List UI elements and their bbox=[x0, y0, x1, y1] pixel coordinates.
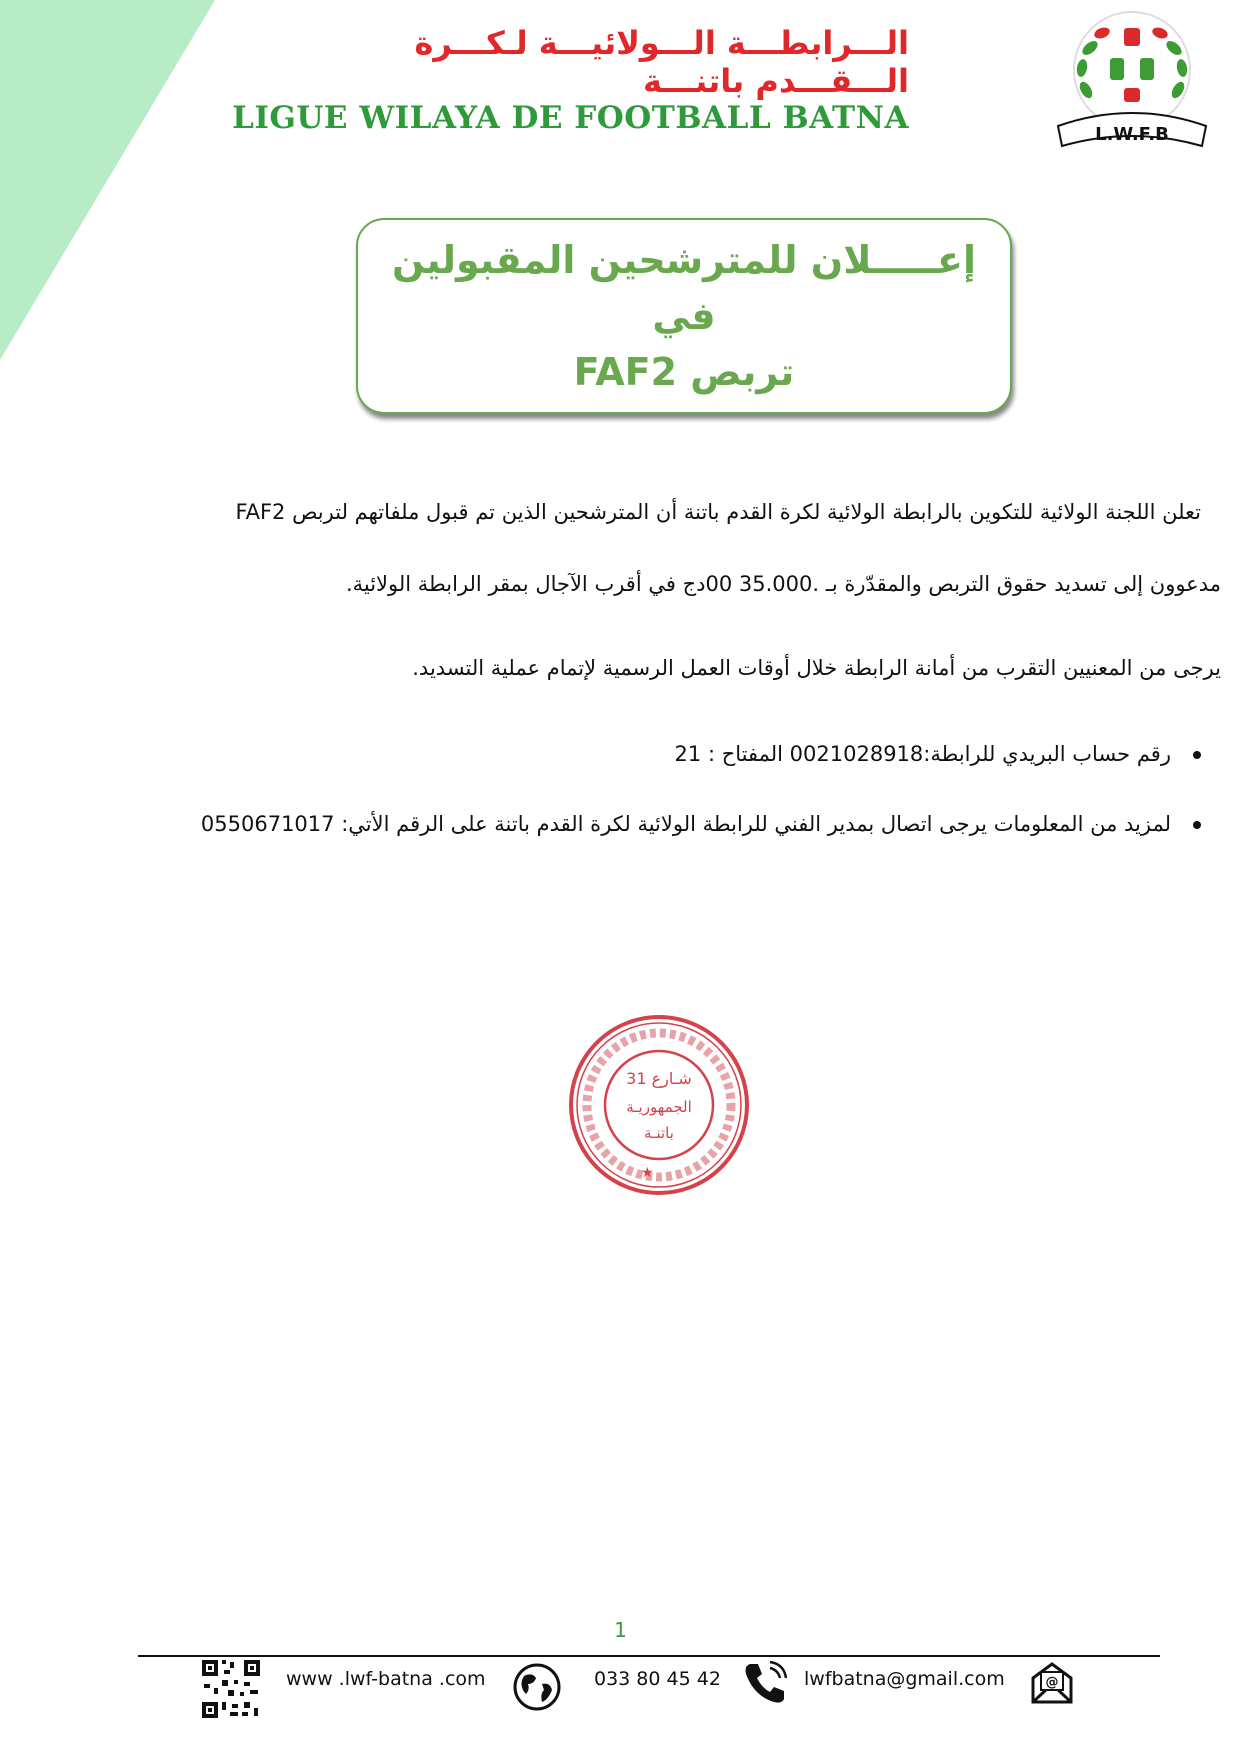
qr-code-icon bbox=[200, 1658, 262, 1720]
official-stamp bbox=[566, 1012, 752, 1198]
announcement-subtitle: تربص FAF2 bbox=[573, 350, 795, 394]
svg-text:★: ★ bbox=[641, 1165, 654, 1181]
footer-divider bbox=[138, 1655, 1160, 1657]
list-item-contact bbox=[201, 812, 1201, 836]
page-number: 1 bbox=[614, 1618, 627, 1642]
email-icon bbox=[1030, 1662, 1074, 1704]
footer-phone: 033 80 45 42 bbox=[594, 1668, 721, 1690]
paragraph-1-line-1: تعلن اللجنة الولائية للتكوين بالرابطة الولائية لكرة القدم باتنة أن المترشحين الذين تم قبول ملفاتهم لتربص FAF2 bbox=[235, 500, 1201, 524]
stamp-text-2: الجمهوريـة bbox=[626, 1098, 692, 1116]
footer-website: www .lwf-batna .com bbox=[286, 1668, 486, 1690]
league-logo bbox=[1040, 8, 1215, 158]
paragraph-1-line-2: مدعوون إلى تسديد حقوق التربص والمقدّرة بـ .35.000 00دج في أقرب الآجال بمقر الرابطة الولائية. bbox=[345, 572, 1221, 596]
announcement-box bbox=[356, 218, 1012, 414]
bullet-icon bbox=[1193, 821, 1201, 829]
svg-text:@: @ bbox=[1045, 1675, 1059, 1690]
footer-email: lwfbatna@gmail.com bbox=[804, 1668, 1005, 1690]
bullet-text: رقم حساب البريدي للرابطة:0021028918 المفتاح : 21 bbox=[674, 742, 1171, 766]
phone-icon bbox=[742, 1660, 788, 1706]
league-name-arabic: الـــرابطـــة الـــولائيـــة لـكـــرة الـــقـــدم باتنـــة bbox=[414, 24, 909, 100]
bullet-text: لمزيد من المعلومات يرجى اتصال بمدير الفني للرابطة الولائية لكرة القدم باتنة على الرقم الأتي: 0550671017 bbox=[200, 812, 1171, 836]
corner-decoration bbox=[0, 0, 215, 360]
paragraph-2: يرجى من المعنيين التقرب من أمانة الرابطة خلال أوقات العمل الرسمية لإتمام عملية التسديد. bbox=[412, 656, 1221, 680]
stamp-text-1: 31 شـارع bbox=[626, 1069, 692, 1088]
logo-text: L.W.F.B bbox=[1095, 124, 1169, 145]
league-name-french: LIGUE WILAYA DE FOOTBALL BATNA bbox=[232, 100, 909, 136]
globe-icon bbox=[512, 1662, 562, 1712]
list-item-account bbox=[675, 742, 1201, 766]
announcement-title: إعـــــلان للمترشحين المقبولين في bbox=[392, 238, 976, 338]
stamp-text-3: باتنـة bbox=[644, 1124, 674, 1142]
bullet-icon bbox=[1193, 751, 1201, 759]
